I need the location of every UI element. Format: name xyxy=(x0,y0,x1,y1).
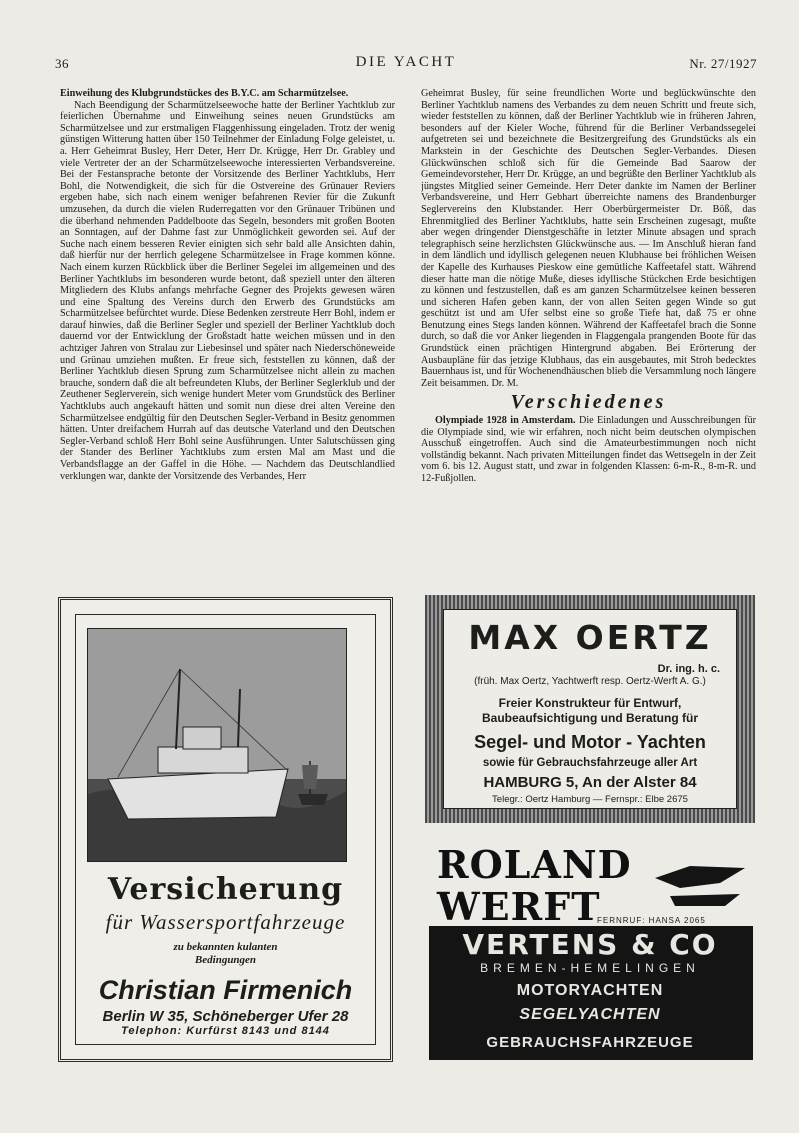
oertz-also: sowie für Gebrauchsfahrzeuge aller Art xyxy=(482,757,698,769)
issue-number: Nr. 27/1927 xyxy=(689,56,757,71)
article-column-right xyxy=(421,88,756,588)
roland-segelyachten: SEGELYACHTEN xyxy=(519,1006,661,1023)
firmenich-advertisement xyxy=(58,597,393,1062)
motor-yacht-illustration xyxy=(87,628,347,862)
ad-headline: Versicherung xyxy=(107,872,344,907)
page-number: 36 xyxy=(55,56,69,71)
ad-address: Berlin W 35, Schöneberger Ufer 28 xyxy=(102,1008,349,1025)
oertz-contact: Telegr.: Oertz Hamburg — Fernspr.: Elbe 2675 xyxy=(492,794,688,805)
page-header xyxy=(55,52,757,74)
ship-drawing xyxy=(88,629,346,861)
article-body-right: Geheimrat Busley, für seine freundlichen Worte und beglückwünschte den Berliner Yachtklub namens des Verbandes zu dem neuen Schritt und freute sich, wieder feststellen zu können, daß der Berliner Yachtklub wie in früheren Jahren, besonders auf der Kieler Woche, führend für die Berliner Verbandssegelei aufgetreten sei und bezeichnete die Besitzergreifung des Grundstücks als ein Markstein in der Geschichte des Deutschen Segler-Verbandes. Diesen Glückwünschen schloß sich für die Gemeinde Bad Saarow der Gemeindevorsteher, Herr Dr. Krügge, an und begrüßte den Berliner Yachtklub als jüngstes Mitglied seiner Gemeinde. Herr Deter dankte im Namen der Berliner Verbandsvereine, und Herr Gebhart überreichte namens des Brandenburger Seglervereins den Klubstander. Herr Oberbürgermeister Dr. Böß, das Ehrenmitglied des Berliner Yachtklubs, hatte sein Erscheinen zugesagt, mußte aber wegen dringender Dienstgeschäfte in letzter Minute absagen und sprach telegraphisch seine herzlichsten Glückwünsche aus. — Im Anschluß hieran fand in dem ländlich und idyllisch gelegenen neuen Klubhause bei fröhlichen Weisen der Kapelle des Kurhauses Pieskow eine gemütliche Kaffeetafel statt. Während dieser hatte man die nötige Muße, dieses idyllische Stückchen Erde besichtigen zu können und festzustellen, daß es am ganzen Scharmützelsee keinen besseren und sicheren Hafen geben kann, der von allen Seiten gegen Winde so gut geschützt ist und am Ufer selbst eine so große Tiefe hat, daß 75 er ohne Benutzung eines Stegs landen können. Während der Kaffeetafel brach die Sonne durch, so daß die vor Anker liegenden in Flaggengala prangenden Boote für das Grundstück einen prächtigen Hintergrund abgaben. Bei Erörterung der Ausbaupläne für das jetzige Klubhaus, das ein ausgebautes, mit Stroh bedecktes Bauernhaus ist, und für Wochenendhäuschen blieb die Versammlung noch längere Zeit beisammen. Dr. M. xyxy=(421,88,756,389)
oertz-yachts: Segel- und Motor - Yachten xyxy=(474,732,706,752)
section-title: Verschiedenes xyxy=(510,391,667,414)
roland-gebrauchsfahrzeuge: GEBRAUCHSFAHRZEUGE xyxy=(486,1034,694,1051)
ad-subline: für Wassersportfahrzeuge xyxy=(105,910,346,934)
oertz-former: (früh. Max Oertz, Yachtwerft resp. Oertz-Werft A. G.) xyxy=(474,676,706,687)
news-item-head: Olympiade 1928 in Amsterdam. xyxy=(435,415,576,427)
roland-motoryachten: MOTORYACHTEN xyxy=(516,982,664,999)
werft-wordmark: WERFT xyxy=(437,884,601,929)
roland-wordmark: ROLAND xyxy=(437,842,632,887)
oertz-advertisement xyxy=(425,595,755,823)
oertz-services: Freier Konstrukteur für Entwurf, Baubeaufsichtigung und Beratung für xyxy=(482,696,698,725)
roland-city: BREMEN-HEMELINGEN xyxy=(480,961,700,975)
oertz-name: MAX OERTZ xyxy=(468,618,712,657)
oertz-box xyxy=(443,609,737,809)
ad-company-name: Christian Firmenich xyxy=(98,975,353,1005)
news-item xyxy=(421,415,756,485)
ad-phone: Telephon: Kurfürst 8143 und 8144 xyxy=(121,1025,330,1037)
speedboat-logo-icon xyxy=(650,848,750,918)
oertz-address: HAMBURG 5, An der Alster 84 xyxy=(483,774,697,791)
magazine-title: DIE YACHT xyxy=(355,54,457,70)
roland-phone: FERNRUF: HANSA 2065 xyxy=(597,916,706,925)
ad-terms-line1: zu bekannten kulanten xyxy=(173,941,278,953)
roland-werft-advertisement xyxy=(425,834,755,1062)
roland-company: VERTENS & CO xyxy=(462,928,718,961)
article-body-left: Nach Beendigung der Scharmützelseewoche hatte der Berliner Yachtklub zur feierlichen Übernahme und Einweihung seines neuen Grundstücks am Scharmützelsee und zur erstmaligen Flaggenhissung eingeladen. Trotz der wenig günstigen Witterung hatten über 150 Teilnehmer der Einladung Folge geleistet, u. a. Herr Geheimrat Busley, Herr Deter, Herr Dr. Krügge, Herr Dr. Grabley und viele Vertreter der an der Scharmützelseewoche interessierten Verbandsvereine. Bei der Festansprache betonte der Vorsitzende des Berliner Yachtklubs, Herr Bohl, die Notwendigkeit, die sich für die Ostvereine des Grünauer Reviers ergeben habe, sich nach einem weniger befahrenen Revier für die Zukunft umzusehen, da durch die vielen Ruderregatten vor den Grünauer Tribünen und die überhand nehmenden Paddelboote das Segeln, besonders mit großen Booten an Sonntagen, auf der Dahme fast zur Unmöglichkeit geworden sei. Auf der Suche nach einem besseren Revier einigten sich sehr bald alle Ansichten dahin, daß hierfür nur der herrlich gelegene Scharmützelsee in Frage kommen könne. Nach einem kurzen Rückblick über die Berliner Segelei im allgemeinen und des Berliner Yachtklubs im besonderen wurde betont, daß speziell unter den älteren Mitgliedern des Klubs anfangs mehrfache Gegner des Projekts gewesen wären und eine Spaltung des Vereins durch den Erwerb des Grundstücks am Scharmützelsee befürchtet wurde. Diese Bedenken zerstreute Herr Bohl, indem er darauf hinwies, daß die Berliner Segler und speziell der Berliner Yachtklub doch dauernd vor der Entwicklung der Großstadt hatte weichen müssen und in den achtziger Jahren von Stralau zur Liebesinsel und später nach Niederschöneweide und Grünau umziehen mußten. Er freue sich, feststellen zu können, daß der Berliner Yachtklub diesen Sprung zum Scharmützelsee nicht allein zu machen brauche, sondern daß die alt befreundeten Klubs, der Berliner Seglerklub und der Zeuthener Seglerverein, sich wenige hundert Meter vom Grundstück des Berliner Yachtklubs auch angekauft hätten und somit nun diese drei alten Vereine den Scharmützelsee endgültig für den Deutschen Segler-Verband in Besitz genommen hätten. Unter dreifachem Hurrah auf das deutsche Vaterland und den Deutschen Segler-Verband schloß Herr Bohl seine Ausführungen. Unter Salutschüssen ging der Stander des Berliner Yachtklubs zum ersten Mal am Mast und die Verbandsflagge an der Gaffel in die Höhe. — Nachdem das Deutschlandlied verklungen war, dankte der Vorsitzende des Verbandes, Herr xyxy=(60,99,395,482)
article-headline: Einweihung des Klubgrundstückes des B.Y.C. am Scharmützelsee. xyxy=(60,88,349,99)
news-item-text: Die Einladungen und Ausschreibungen für die Olympiade sind, wie wir erfahren, noch nicht beim deutschen olympischen Ausschuß eingetroffen. Auch sind die Amateurbestimmungen noch nicht vollständig bekannt. Nach privaten Mitteilungen findet das Wettsegeln in der Zeit vom 6. bis 12. August statt, und zwar in folgenden Klassen: 6-m-R., 8-m-R. und 12-Fußjollen. xyxy=(421,415,756,484)
article-column-left xyxy=(60,88,395,588)
ad-terms xyxy=(61,941,390,967)
ad-terms-line2: Bedingungen xyxy=(194,954,257,966)
oertz-degree: Dr. ing. h. c. xyxy=(657,663,720,675)
